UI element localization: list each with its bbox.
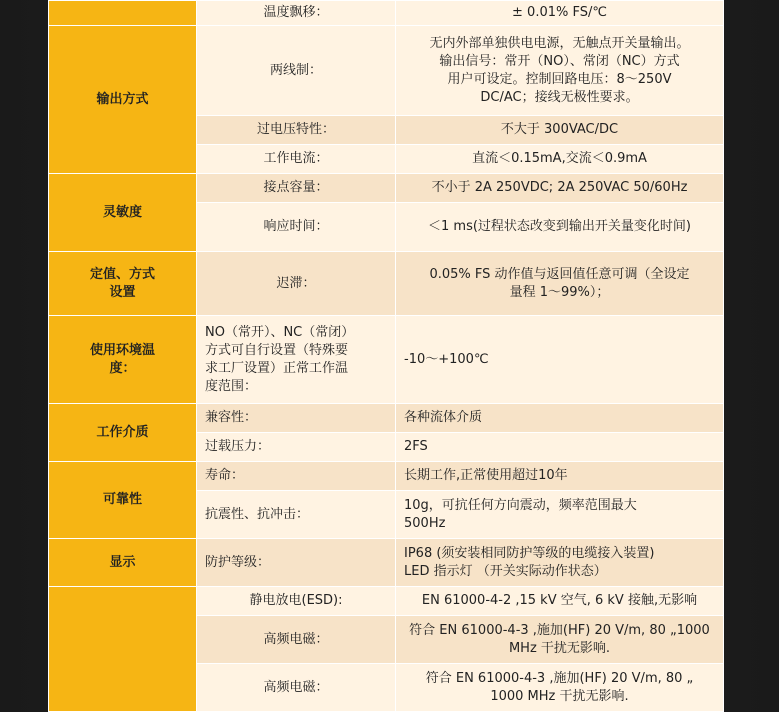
spec-value: 长期工作,正常使用超过10年	[396, 462, 724, 491]
category-setting: 定值、方式 设置	[49, 252, 197, 316]
spec-value: 符合 EN 61000-4-3 ,施加(HF) 20 V/m, 80 „ 1000 MHz 干扰无影响.	[396, 664, 724, 712]
spec-value: 无内外部单独供电电源，无触点开关量输出。 输出信号：常开（NO）、常闭（NC）方式 用户可设定。控制回路电压：8～250V DC/AC；接线无极性要求。	[396, 26, 724, 116]
category-sensitivity: 灵敏度	[49, 174, 197, 252]
table-row	[49, 26, 724, 116]
table-row	[49, 587, 724, 616]
category-reliability: 可靠性	[49, 462, 197, 539]
table-row	[49, 539, 724, 587]
spec-label: 工作电流：	[197, 145, 396, 174]
table-row	[49, 252, 724, 316]
spec-label: 迟滞：	[197, 252, 396, 316]
category-display: 显示	[49, 539, 197, 587]
table-row	[49, 316, 724, 404]
spec-value: EN 61000-4-2 ,15 kV 空气, 6 kV 接触,无影响	[396, 587, 724, 616]
spec-label: 抗震性、抗冲击：	[197, 491, 396, 539]
spec-label: 响应时间：	[197, 203, 396, 252]
spec-value: 符合 EN 61000-4-3 ,施加(HF) 20 V/m, 80 „1000 MHz 干扰无影响.	[396, 616, 724, 664]
category-medium: 工作介质	[49, 404, 197, 462]
spec-value: ＜1 ms(过程状态改变到输出开关量变化时间)	[396, 203, 724, 252]
spec-value: 各种流体介质	[396, 404, 724, 433]
spec-label: 高频电磁：	[197, 616, 396, 664]
spec-label: 防护等级：	[197, 539, 396, 587]
table-row	[49, 174, 724, 203]
spec-label: 过载压力：	[197, 433, 396, 462]
spec-value: 2FS	[396, 433, 724, 462]
table-row	[49, 462, 724, 491]
table-row	[49, 1, 724, 26]
spec-label: 两线制：	[197, 26, 396, 116]
spec-value: ± 0.01% FS/℃	[396, 1, 724, 26]
spec-label: 静电放电(ESD):	[197, 587, 396, 616]
spec-table	[48, 0, 724, 712]
spec-label: 温度飘移：	[197, 1, 396, 26]
spec-value: 不大于 300VAC/DC	[396, 116, 724, 145]
table-row	[49, 404, 724, 433]
spec-value: -10～+100℃	[396, 316, 724, 404]
spec-value: 10g，可抗任何方向震动，频率范围最大 500Hz	[396, 491, 724, 539]
category-emc	[49, 587, 197, 712]
spec-label: 寿命：	[197, 462, 396, 491]
spec-label: 兼容性：	[197, 404, 396, 433]
spec-value: 不小于 2A 250VDC; 2A 250VAC 50/60Hz	[396, 174, 724, 203]
spec-value: IP68 (须安装相同防护等级的电缆接入装置) LED 指示灯 （开关实际动作状态）	[396, 539, 724, 587]
category-ambient: 使用环境温 度：	[49, 316, 197, 404]
category-output: 输出方式	[49, 26, 197, 174]
spec-label: 过电压特性：	[197, 116, 396, 145]
spec-label: 接点容量：	[197, 174, 396, 203]
spec-value: 0.05% FS 动作值与返回值任意可调（全设定 量程 1～99%）；	[396, 252, 724, 316]
spec-value: 直流＜0.15mA,交流＜0.9mA	[396, 145, 724, 174]
spec-label: NO（常开）、NC（常闭） 方式可自行设置（特殊要 求工厂设置）正常工作温 度范围：	[197, 316, 396, 404]
category-cell-top	[49, 1, 197, 26]
spec-label: 高频电磁：	[197, 664, 396, 712]
